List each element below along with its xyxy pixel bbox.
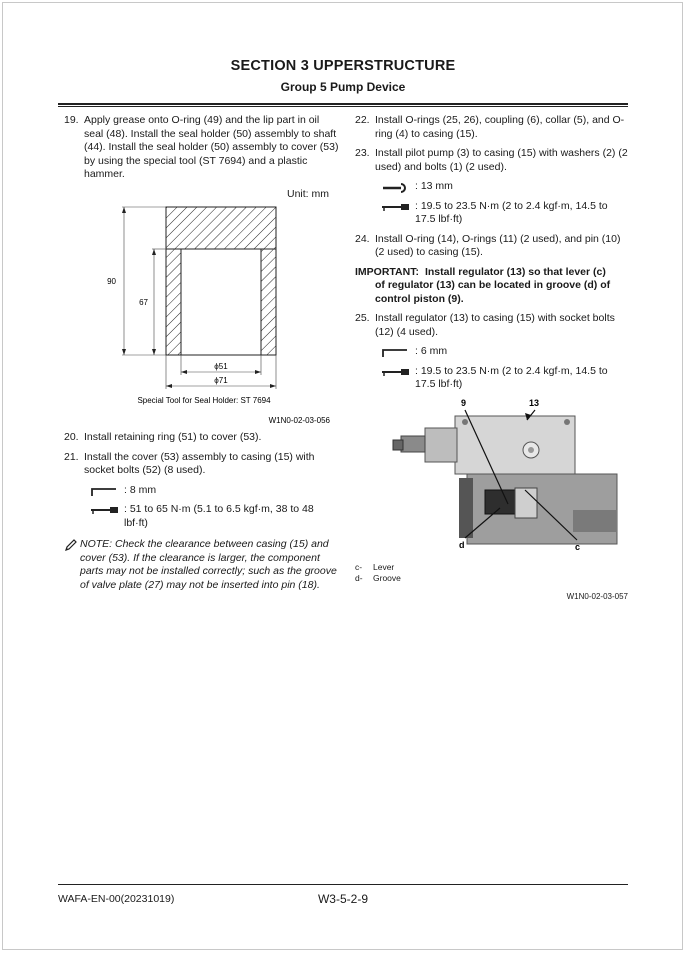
spec-value: : 19.5 to 23.5 N·m (2 to 2.4 kgf·m, 14.5 to 17.5 lbf·ft) bbox=[415, 364, 608, 390]
legend-label: Groove bbox=[373, 572, 401, 583]
hex-wrench-icon bbox=[90, 485, 124, 497]
tool-drawing bbox=[64, 201, 339, 429]
spec-value: : 19.5 to 23.5 N·m (2 to 2.4 kgf·m, 14.5 to 17.5 lbf·ft) bbox=[415, 199, 608, 225]
spec-value: : 6 mm bbox=[415, 345, 448, 357]
torque-wrench-icon bbox=[381, 201, 415, 213]
callout-d: d bbox=[459, 539, 465, 550]
important-notice bbox=[355, 266, 630, 307]
dim-d51-label: ϕ51 bbox=[214, 362, 228, 371]
group-title: Group 5 Pump Device bbox=[280, 80, 406, 94]
tool-caption: Special Tool for Seal Holder: ST 7694 bbox=[137, 396, 271, 405]
right-column bbox=[355, 114, 630, 603]
footer-rule bbox=[58, 884, 628, 885]
step-22 bbox=[355, 114, 630, 141]
page-number: W3-5-2-9 bbox=[317, 892, 368, 906]
step-text: Install O-rings (25, 26), coupling (6), collar (5), and O-ring (4) to casing (15). bbox=[375, 114, 625, 140]
special-tool-figure bbox=[64, 201, 339, 429]
figure-id: W1N0-02-03-057 bbox=[566, 591, 628, 601]
step-text: Install pilot pump (3) to casing (15) with washers (2) (2 used) and bolts (1) (2 used). bbox=[375, 147, 628, 173]
callout-13: 13 bbox=[529, 397, 540, 408]
spec-wrench-size bbox=[381, 180, 630, 194]
step-20 bbox=[64, 431, 339, 445]
page-header bbox=[0, 58, 686, 94]
spec-value: : 51 to 65 N·m (5.1 to 6.5 kgf·m, 38 to 48 lbf·ft) bbox=[124, 503, 314, 529]
left-column bbox=[64, 114, 339, 592]
dim-90-label: 90 bbox=[107, 277, 116, 286]
step-text: Install the cover (53) assembly to casing (15) with socket bolts (52) (8 used). bbox=[84, 450, 315, 476]
important-label: IMPORTANT: bbox=[355, 265, 419, 278]
regulator-illustration bbox=[355, 398, 630, 556]
step-text: Apply grease onto O-ring (49) and the lip part in oil seal (48). Install the seal holder (50) assembly to shaft (44). Install the seal holder (50) assembly to cover (53) by using the special tool (ST 7694) and a plastic hammer. bbox=[84, 114, 339, 180]
header-rule-thin bbox=[58, 106, 628, 107]
step-text: Install regulator (13) to casing (15) with socket bolts (12) (4 used). bbox=[375, 312, 615, 338]
important-text-line1: Install regulator (13) so that lever (c) bbox=[424, 265, 606, 278]
note-text: NOTE: Check the clearance between casing (15) and cover (53). If the clearance is larger, the component parts may not be installed correctly; such as the groove of valve plate (27) may not be inserted into pin (18). bbox=[80, 538, 337, 591]
step-number: 23. bbox=[355, 147, 370, 159]
legend-label: Lever bbox=[373, 561, 395, 572]
dim-d71-label: ϕ71 bbox=[214, 376, 228, 385]
torque-wrench-icon bbox=[381, 366, 415, 378]
torque-wrench-icon bbox=[90, 504, 124, 516]
legend-item: c- Lever bbox=[355, 561, 395, 572]
spec-value: : 13 mm bbox=[415, 180, 453, 192]
note bbox=[64, 538, 339, 592]
spec-torque bbox=[381, 200, 630, 227]
figure-id: W1N0-02-03-056 bbox=[268, 416, 330, 425]
unit-label: Unit: mm bbox=[287, 187, 329, 200]
step-number: 22. bbox=[355, 114, 370, 126]
spec-torque bbox=[381, 365, 630, 392]
spec-value: : 8 mm bbox=[124, 483, 157, 496]
legend-item: d- Groove bbox=[355, 572, 401, 583]
spec-wrench-size bbox=[381, 345, 630, 359]
step-24 bbox=[355, 233, 630, 260]
hex-wrench-icon bbox=[381, 346, 415, 358]
step-text: Install O-ring (14), O-rings (11) (2 used), and pin (10) (2 used) to casing (15). bbox=[375, 232, 621, 258]
step-number: 19. bbox=[64, 114, 79, 126]
callout-9: 9 bbox=[461, 397, 467, 408]
step-21 bbox=[64, 451, 339, 478]
step-number: 24. bbox=[355, 232, 370, 245]
step-23 bbox=[355, 147, 630, 174]
photo-legend bbox=[355, 562, 630, 584]
callout-c: c bbox=[575, 541, 581, 552]
regulator-photo bbox=[355, 398, 630, 556]
step-text: Install retaining ring (51) to cover (53). bbox=[84, 431, 262, 443]
step-number: 25. bbox=[355, 312, 370, 324]
step-number: 21. bbox=[64, 450, 79, 463]
pencil-icon bbox=[64, 538, 80, 592]
step-25 bbox=[355, 312, 630, 339]
spanner-icon bbox=[381, 181, 415, 193]
spec-torque bbox=[90, 503, 339, 530]
doc-code: WAFA-EN-00(20231019) bbox=[58, 893, 175, 905]
step-number: 20. bbox=[64, 431, 79, 443]
dim-67-label: 67 bbox=[139, 298, 148, 307]
step-19 bbox=[64, 114, 339, 182]
spec-wrench-size bbox=[90, 484, 339, 498]
header-rule bbox=[58, 103, 628, 105]
section-title: SECTION 3 UPPERSTRUCTURE bbox=[230, 58, 456, 74]
important-text-line2: of regulator (13) can be located in groove (d) of control piston (9). bbox=[375, 279, 611, 305]
